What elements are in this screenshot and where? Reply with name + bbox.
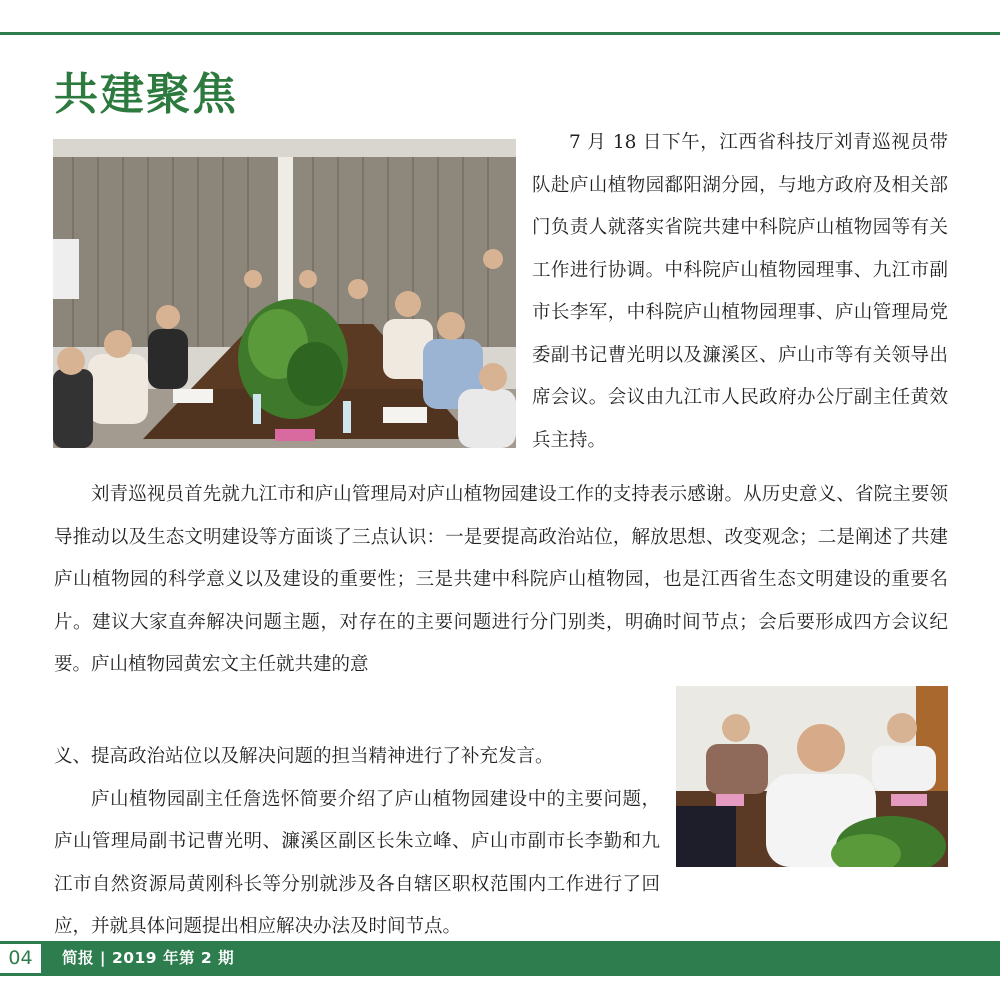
page-number: 04 — [0, 941, 44, 976]
article-paragraph-3: 庐山植物园副主任詹选怀简要介绍了庐山植物园建设中的主要问题，庐山管理局副书记曹光明、濂溪区副区长朱立峰、庐山市副市长李勤和九江市自然资源局黄刚科长等分别就涉及各自辖区职权范围内工作进行了回应，并就具体问题提出相应解决办法及时间节点。 — [54, 788, 660, 937]
article-paragraph-2: 刘青巡视员首先就九江市和庐山管理局对庐山植物园建设工作的支持表示感谢。从历史意义、省院主要领导推动以及生态文明建设等方面谈了三点认识：一是要提高政治站位，解放思想、改变观念；二是阐述了共建庐山植物园的科学意义以及建设的重要性；三是共建中科院庐山植物园，也是江西省生态文明建设的重要名片。建议大家直奔解决问题主题，对存在的主要问题进行分门别类，明确时间节点；会后要形成四方会议纪要。庐山植物园黄宏文主任就共建的意 — [54, 484, 948, 675]
article-paragraph-2-tail: 义、提高政治站位以及解决问题的担当精神进行了补充发言。 — [54, 746, 554, 767]
article-paragraph-1: 7 月 18 日下午，江西省科技厅刘青巡视员带队赴庐山植物园鄱阳湖分园，与地方政府及相关部门负责人就落实省院共建中科院庐山植物园等有关工作进行协调。中科院庐山植物园理事、九江市副市长李军，中科院庐山植物园理事、庐山管理局党委副书记曹光明以及濂溪区、庐山市等有关领导出席会议。会议由九江市人民政府办公厅副主任黄效兵主持。 — [532, 132, 948, 451]
section-title: 共建聚焦 — [54, 69, 238, 120]
meeting-photo — [53, 139, 516, 448]
publication-label: 简报 | 2019 年第 2 期 — [62, 949, 235, 967]
left-column-text — [54, 736, 660, 949]
speaker-photo — [676, 686, 948, 867]
top-rule — [0, 32, 1000, 35]
